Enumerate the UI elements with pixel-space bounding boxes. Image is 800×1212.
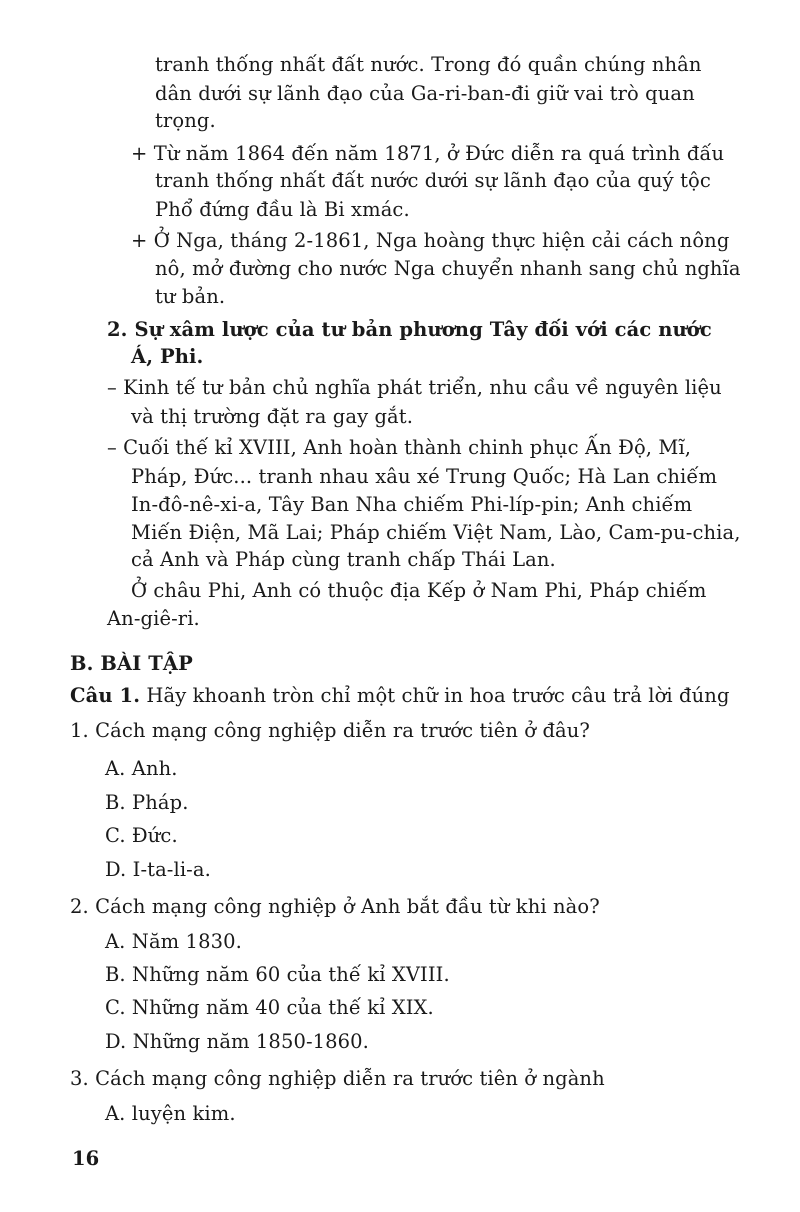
answer-option: A. Năm 1830. xyxy=(105,930,242,953)
page-number: 16 xyxy=(72,1147,100,1170)
dash-item-line: – Kinh tế tư bản chủ nghĩa phát triển, nhu cầu về nguyên liệu xyxy=(107,376,722,399)
bullet-line: tranh thống nhất đất nước dưới sự lãnh đạo của quý tộc xyxy=(155,169,711,192)
answer-option: B. Những năm 60 của thế kỉ XVIII. xyxy=(105,963,450,986)
dash-item-line: và thị trường đặt ra gay gắt. xyxy=(131,405,414,428)
dash-item-line: In-đô-nê-xi-a, Tây Ban Nha chiếm Phi-líp-pin; Anh chiếm xyxy=(131,493,693,516)
question-label: Câu 1. xyxy=(70,684,141,707)
dash-item-line: Pháp, Đức... tranh nhau xâu xé Trung Quốc; Hà Lan chiếm xyxy=(131,465,718,488)
bullet-line: + Ở Nga, tháng 2-1861, Nga hoàng thực hiện cải cách nông xyxy=(131,229,730,252)
question-instruction xyxy=(70,683,730,709)
answer-option: A. Anh. xyxy=(105,757,178,780)
dash-item-line: – Cuối thế kỉ XVIII, Anh hoàn thành chinh phục Ấn Độ, Mĩ, xyxy=(107,436,692,459)
answer-option: D. I-ta-li-a. xyxy=(105,858,211,881)
paragraph-line: An-giê-ri. xyxy=(107,607,200,630)
question-1: 1. Cách mạng công nghiệp diễn ra trước tiên ở đâu? xyxy=(70,719,590,742)
answer-option: D. Những năm 1850-1860. xyxy=(105,1030,369,1053)
section-heading: Á, Phi. xyxy=(131,345,204,368)
dash-item-line: Miến Điện, Mã Lai; Pháp chiếm Việt Nam, Lào, Cam-pu-chia, xyxy=(131,521,741,544)
bullet-line: nô, mở đường cho nước Nga chuyển nhanh sang chủ nghĩa xyxy=(155,257,741,280)
answer-option: B. Pháp. xyxy=(105,791,189,814)
question-3: 3. Cách mạng công nghiệp diễn ra trước tiên ở ngành xyxy=(70,1067,605,1090)
answer-option: C. Những năm 40 của thế kỉ XIX. xyxy=(105,996,434,1019)
dash-item-line: cả Anh và Pháp cùng tranh chấp Thái Lan. xyxy=(131,548,556,571)
paragraph-line: tranh thống nhất đất nước. Trong đó quần chúng nhân xyxy=(155,53,702,76)
section-heading: 2. Sự xâm lược của tư bản phương Tây đối với các nước xyxy=(107,318,712,341)
answer-option: A. luyện kim. xyxy=(105,1102,236,1125)
answer-option: C. Đức. xyxy=(105,824,178,847)
bullet-line: Phổ đứng đầu là Bi xmác. xyxy=(155,198,410,221)
paragraph-line: trọng. xyxy=(155,109,216,132)
paragraph-line: Ở châu Phi, Anh có thuộc địa Kếp ở Nam Phi, Pháp chiếm xyxy=(131,579,707,602)
exercise-heading: B. BÀI TẬP xyxy=(70,652,193,675)
question-instruction-text: Hãy khoanh tròn chỉ một chữ in hoa trước câu trả lời đúng xyxy=(140,684,730,707)
paragraph-line: dân dưới sự lãnh đạo của Ga-ri-ban-đi giữ vai trò quan xyxy=(155,82,695,105)
bullet-line: tư bản. xyxy=(155,285,226,308)
question-2: 2. Cách mạng công nghiệp ở Anh bắt đầu từ khi nào? xyxy=(70,895,600,918)
bullet-line: + Từ năm 1864 đến năm 1871, ở Đức diễn ra quá trình đấu xyxy=(131,142,725,165)
